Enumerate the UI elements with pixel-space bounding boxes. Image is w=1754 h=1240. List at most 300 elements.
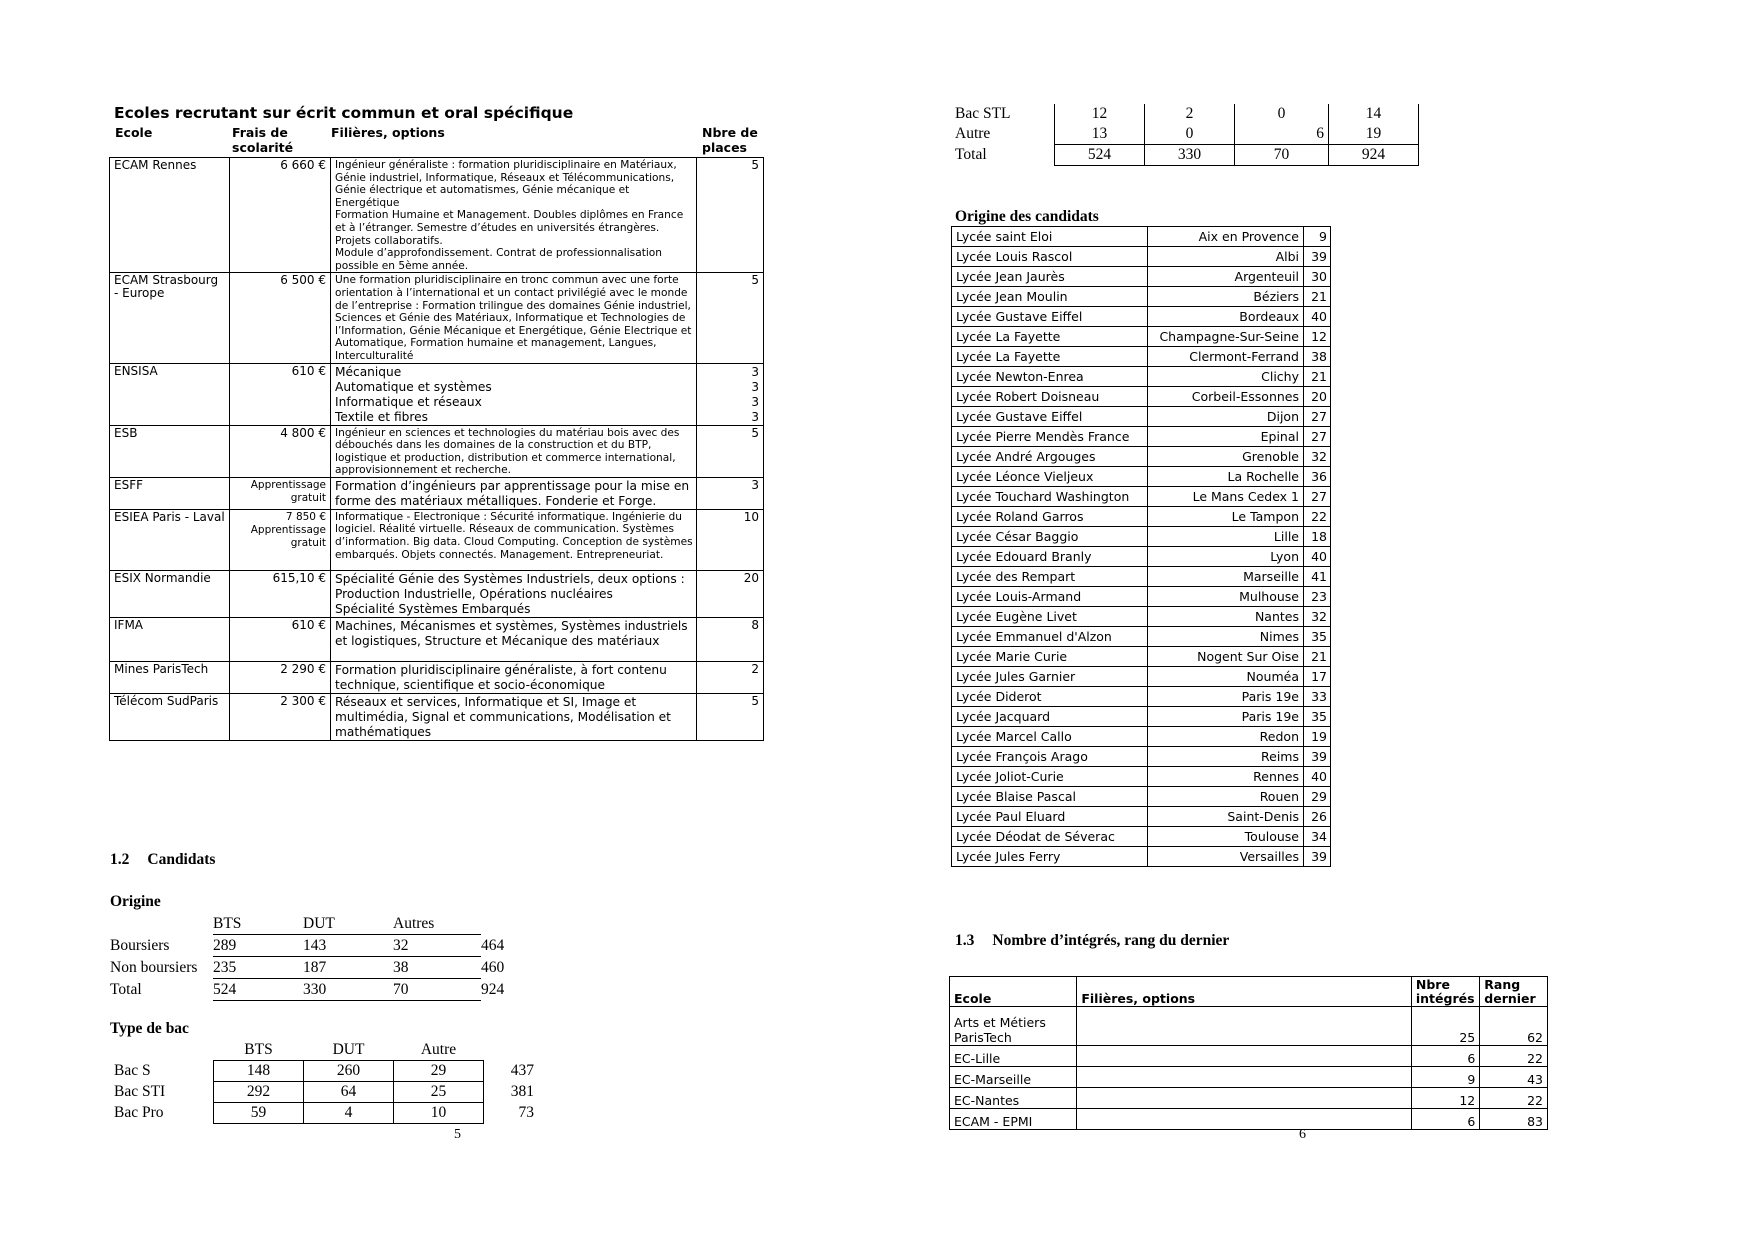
lycee-name: Lycée Marcel Callo (952, 727, 1148, 747)
lycee-count: 22 (1304, 507, 1331, 527)
origine-label: Non boursiers (110, 958, 198, 976)
lycee-count: 27 (1304, 487, 1331, 507)
lycee-row (952, 447, 1331, 467)
lycee-row (952, 287, 1331, 307)
lycee-count: 40 (1304, 767, 1331, 787)
ecole-frais: Apprentissage gratuit (230, 477, 331, 509)
filiere-line: Module d’approfondissement. Contrat de professionnalisation possible en 5ème année. (335, 247, 662, 272)
integre-rang: 22 (1480, 1088, 1548, 1109)
section-title: Candidats (147, 851, 216, 868)
places-value: 5 (751, 693, 759, 708)
lycee-row (952, 267, 1331, 287)
bac-header: Autre (420, 1041, 457, 1058)
bac-header: DUT (332, 1041, 365, 1058)
lycee-ville: Redon (1148, 727, 1304, 747)
bac-value: 19 (1329, 124, 1419, 145)
ecole-name: ESFF (110, 477, 230, 509)
integre-filieres (1077, 1007, 1412, 1046)
ecole-name: Mines ParisTech (110, 661, 230, 693)
lycee-row (952, 527, 1331, 547)
lycee-ville: Le Mans Cedex 1 (1148, 487, 1304, 507)
bac-row (114, 1061, 534, 1082)
origine-value: 330 (303, 979, 393, 1001)
lycee-name: Lycée Newton-Enrea (952, 367, 1148, 387)
places-value: 5 (751, 273, 759, 288)
ecole-name: ESIEA Paris - Laval (110, 509, 230, 570)
origine-value: 289 (213, 935, 303, 957)
origine-value: 524 (213, 979, 303, 1001)
origine-total: 460 (481, 958, 505, 976)
bac-value: 260 (304, 1061, 394, 1082)
integre-rang: 62 (1480, 1007, 1548, 1046)
section-number: 1.3 (955, 932, 975, 949)
ecole-frais: 4 800 € (230, 425, 331, 477)
lycee-row (952, 667, 1331, 687)
header-frais: Frais de scolarité (232, 125, 294, 155)
lycee-ville: Lyon (1148, 547, 1304, 567)
section-integres-heading (955, 932, 1229, 950)
places-value: 3 (751, 394, 759, 409)
bac-value: 6 (1235, 124, 1329, 145)
lycee-row (952, 587, 1331, 607)
ecole-places (697, 363, 764, 425)
filiere-line: Automatique et systèmes (335, 379, 492, 394)
lycee-name: Lycée Blaise Pascal (952, 787, 1148, 807)
bac-value: 70 (1235, 145, 1329, 166)
lycee-count: 21 (1304, 647, 1331, 667)
origine-row (110, 935, 521, 957)
section-candidats-heading (110, 851, 215, 869)
lycee-count: 12 (1304, 327, 1331, 347)
places-value: 5 (751, 158, 759, 172)
ecoles-title: Ecoles recrutant sur écrit commun et oral spécifique (114, 104, 574, 122)
ecole-places (697, 617, 764, 661)
filiere-line: Formation Humaine et Management. Doubles diplômes en France et à l’étranger. Semestre d’études en universités étrangères. Projets collaboratifs. (335, 209, 684, 247)
lycee-name: Lycée Louis-Armand (952, 587, 1148, 607)
ecole-row (110, 509, 764, 570)
integres-header-row (950, 977, 1548, 1007)
header-rang: Rang dernier (1480, 977, 1548, 1007)
lycee-name: Lycée La Fayette (952, 347, 1148, 367)
lycee-ville: Nimes (1148, 627, 1304, 647)
lycee-name: Lycée Edouard Branly (952, 547, 1148, 567)
lycee-row (952, 467, 1331, 487)
integre-row (950, 1007, 1548, 1046)
lycee-count: 18 (1304, 527, 1331, 547)
lycee-row (952, 827, 1331, 847)
lycee-ville: Reims (1148, 747, 1304, 767)
origine-header: Autres (393, 913, 481, 935)
ecole-name: ESIX Normandie (110, 570, 230, 617)
lycee-row (952, 407, 1331, 427)
lycee-row (952, 747, 1331, 767)
ecole-places (697, 570, 764, 617)
origine-label: Total (110, 980, 142, 998)
lycee-row (952, 627, 1331, 647)
integre-filieres (1077, 1109, 1412, 1130)
ecole-places (697, 273, 764, 363)
origine-candidats-table (951, 226, 1331, 867)
bac-value: 12 (1055, 104, 1145, 124)
filiere-line: Ingénieur généraliste : formation pluridisciplinaire en Matériaux, Génie industriel, Informatique, Réseaux et Télécommunications, Génie électrique et automatismes, Génie mécanique et Energétique (335, 159, 677, 209)
ecole-row (110, 273, 764, 363)
ecole-filieres (331, 158, 697, 273)
bac-value: 0 (1235, 104, 1329, 124)
ecoles-table (109, 157, 764, 741)
header-filieres: Filières, options (331, 125, 445, 140)
ecole-frais: 610 € (230, 363, 331, 425)
ecole-filieres (331, 363, 697, 425)
lycee-row (952, 547, 1331, 567)
lycee-ville: Clichy (1148, 367, 1304, 387)
lycee-ville: Clermont-Ferrand (1148, 347, 1304, 367)
bac-label: Total (955, 146, 987, 163)
ecole-frais: 2 300 € (230, 693, 331, 740)
integre-row (950, 1046, 1548, 1067)
bac-total: 381 (510, 1083, 534, 1100)
filiere-line: Informatique et réseaux (335, 394, 482, 409)
filiere-line: Formation pluridisciplinaire généraliste, à fort contenu technique, scientifique et socio-économique (335, 662, 667, 692)
lycee-ville: Nouméa (1148, 667, 1304, 687)
ecole-places (697, 509, 764, 570)
lycee-name: Lycée Louis Rascol (952, 247, 1148, 267)
lycee-ville: Toulouse (1148, 827, 1304, 847)
origine-row (110, 957, 521, 979)
origine-label: Boursiers (110, 936, 170, 954)
lycee-name: Lycée Pierre Mendès France (952, 427, 1148, 447)
lycee-ville: Paris 19e (1148, 707, 1304, 727)
ecole-row (110, 617, 764, 661)
ecole-frais: 2 290 € (230, 661, 331, 693)
lycee-name: Lycée Paul Eluard (952, 807, 1148, 827)
lycee-name: Lycée Robert Doisneau (952, 387, 1148, 407)
lycee-row (952, 847, 1331, 867)
lycee-ville: Rennes (1148, 767, 1304, 787)
empty-cell (484, 1040, 535, 1061)
bac-row (955, 104, 1419, 124)
integre-ecole: EC-Lille (950, 1046, 1077, 1067)
lycee-name: Lycée des Rempart (952, 567, 1148, 587)
origine-total: 924 (481, 980, 505, 998)
lycee-count: 39 (1304, 847, 1331, 867)
integre-nbre: 25 (1411, 1007, 1479, 1046)
lycee-ville: Corbeil-Essonnes (1148, 387, 1304, 407)
filiere-line: Informatique - Electronique : Sécurité informatique. Ingénierie du logiciel. Réalité virtuelle. Réseaux de communication. Systèmes d’information. Big data. Cloud Computing. Conception de systèmes embarqués. Objets connectés. Management. Entrepreneuriat. (335, 510, 693, 561)
ecole-name: IFMA (110, 617, 230, 661)
lycee-row (952, 567, 1331, 587)
lycee-ville: Albi (1148, 247, 1304, 267)
lycee-count: 20 (1304, 387, 1331, 407)
origine-value: 38 (393, 957, 481, 979)
type-bac-table-continued (955, 104, 1419, 166)
lycee-ville: Mulhouse (1148, 587, 1304, 607)
lycee-count: 39 (1304, 247, 1331, 267)
places-value: 8 (751, 617, 759, 632)
bac-value: 2 (1145, 104, 1235, 124)
lycee-ville: La Rochelle (1148, 467, 1304, 487)
integre-row (950, 1088, 1548, 1109)
lycee-ville: Paris 19e (1148, 687, 1304, 707)
lycee-count: 21 (1304, 367, 1331, 387)
integre-row (950, 1067, 1548, 1088)
empty-cell (110, 913, 213, 935)
lycee-name: Lycée Jean Moulin (952, 287, 1148, 307)
bac-value: 59 (214, 1103, 304, 1124)
ecole-filieres (331, 509, 697, 570)
lycee-count: 33 (1304, 687, 1331, 707)
origine-candidats-title: Origine des candidats (955, 208, 1099, 225)
lycee-ville: Versailles (1148, 847, 1304, 867)
ecole-frais: 7 850 € Apprentissage gratuit (230, 509, 331, 570)
integre-ecole: EC-Nantes (950, 1088, 1077, 1109)
page-number-left: 5 (454, 1127, 461, 1142)
filiere-line: Réseaux et services, Informatique et SI, Image et multimédia, Signal et communications, Modélisation et mathématiques (335, 694, 671, 739)
lycee-count: 21 (1304, 287, 1331, 307)
lycee-name: Lycée César Baggio (952, 527, 1148, 547)
bac-row (955, 124, 1419, 145)
ecole-name: ECAM Rennes (110, 158, 230, 273)
places-value: 2 (751, 661, 759, 676)
bac-label: Bac STL (955, 105, 1011, 122)
places-value: 10 (743, 509, 759, 524)
lycee-count: 38 (1304, 347, 1331, 367)
places-value: 3 (751, 477, 759, 492)
ecole-filieres (331, 617, 697, 661)
lycee-count: 36 (1304, 467, 1331, 487)
lycee-name: Lycée Roland Garros (952, 507, 1148, 527)
integre-rang: 43 (1480, 1067, 1548, 1088)
lycee-row (952, 367, 1331, 387)
lycee-count: 39 (1304, 747, 1331, 767)
bac-total: 437 (510, 1062, 534, 1079)
origine-table (110, 913, 521, 1001)
lycee-ville: Aix en Provence (1148, 227, 1304, 247)
lycee-row (952, 727, 1331, 747)
ecole-row (110, 570, 764, 617)
lycee-count: 32 (1304, 447, 1331, 467)
places-value: 3 (751, 379, 759, 394)
origine-value: 187 (303, 957, 393, 979)
ecole-row (110, 158, 764, 273)
places-value: 3 (751, 364, 759, 379)
type-bac-table (114, 1040, 534, 1124)
header-places: Nbre de places (702, 125, 758, 155)
integre-nbre: 6 (1411, 1046, 1479, 1067)
lycee-count: 40 (1304, 307, 1331, 327)
ecole-row (110, 363, 764, 425)
ecole-filieres (331, 661, 697, 693)
ecole-name: ENSISA (110, 363, 230, 425)
bac-label: Bac S (114, 1062, 151, 1079)
lycee-ville: Nantes (1148, 607, 1304, 627)
bac-value: 13 (1055, 124, 1145, 145)
lycee-ville: Dijon (1148, 407, 1304, 427)
integre-filieres (1077, 1088, 1412, 1109)
origine-header: DUT (303, 913, 393, 935)
lycee-count: 30 (1304, 267, 1331, 287)
empty-cell (114, 1040, 214, 1061)
ecole-frais: 615,10 € (230, 570, 331, 617)
ecole-places (697, 477, 764, 509)
lycee-count: 41 (1304, 567, 1331, 587)
lycee-count: 9 (1304, 227, 1331, 247)
bac-value: 29 (394, 1061, 484, 1082)
filiere-line: Une formation pluridisciplinaire en tronc commun avec une forte orientation à l’international et un contact privilégié avec le monde de l’entreprise : Formation trilingue des domaines Génie industriel, Sciences et Génie des Matériaux, Informatique et Technologies de l’Information, Génie Mécanique et Energétique, Génie Electrique et Automatique, Formation humaine et management, Langues, Interculturalité (335, 274, 692, 362)
ecole-frais: 6 500 € (230, 273, 331, 363)
lycee-ville: Lille (1148, 527, 1304, 547)
integre-rang: 22 (1480, 1046, 1548, 1067)
lycee-count: 23 (1304, 587, 1331, 607)
lycee-name: Lycée Diderot (952, 687, 1148, 707)
lycee-ville: Argenteuil (1148, 267, 1304, 287)
origine-total: 464 (481, 936, 505, 954)
bac-header: BTS (244, 1041, 273, 1058)
lycee-row (952, 347, 1331, 367)
lycee-name: Lycée Emmanuel d'Alzon (952, 627, 1148, 647)
lycee-name: Lycée La Fayette (952, 327, 1148, 347)
bac-row (114, 1103, 534, 1124)
bac-value: 330 (1145, 145, 1235, 166)
lycee-name: Lycée Jean Jaurès (952, 267, 1148, 287)
ecole-places (697, 425, 764, 477)
origine-header: BTS (213, 913, 303, 935)
lycee-ville: Bordeaux (1148, 307, 1304, 327)
bac-value: 0 (1145, 124, 1235, 145)
integre-filieres (1077, 1046, 1412, 1067)
ecole-places (697, 158, 764, 273)
ecole-places (697, 661, 764, 693)
lycee-ville: Saint-Denis (1148, 807, 1304, 827)
lycee-name: Lycée Touchard Washington (952, 487, 1148, 507)
integre-nbre: 9 (1411, 1067, 1479, 1088)
lycee-row (952, 647, 1331, 667)
lycee-name: Lycée Jules Ferry (952, 847, 1148, 867)
ecole-filieres (331, 273, 697, 363)
lycee-name: Lycée Joliot-Curie (952, 767, 1148, 787)
lycee-row (952, 247, 1331, 267)
ecole-row (110, 477, 764, 509)
bac-label: Bac Pro (114, 1104, 164, 1121)
bac-row (114, 1082, 534, 1103)
bac-value: 14 (1329, 104, 1419, 124)
bac-label: Bac STI (114, 1083, 166, 1100)
lycee-ville: Marseille (1148, 567, 1304, 587)
bac-header-row (114, 1040, 534, 1061)
lycee-count: 27 (1304, 427, 1331, 447)
origine-title: Origine (110, 893, 161, 910)
page-number-right: 6 (1299, 1127, 1306, 1142)
lycee-count: 35 (1304, 627, 1331, 647)
integre-rang: 83 (1480, 1109, 1548, 1130)
lycee-name: Lycée Jacquard (952, 707, 1148, 727)
lycee-row (952, 707, 1331, 727)
lycee-row (952, 327, 1331, 347)
ecole-name: ESB (110, 425, 230, 477)
lycee-count: 32 (1304, 607, 1331, 627)
integre-filieres (1077, 1067, 1412, 1088)
ecole-filieres (331, 477, 697, 509)
bac-label: Autre (955, 125, 991, 143)
lycee-count: 35 (1304, 707, 1331, 727)
lycee-row (952, 487, 1331, 507)
filiere-line: Mécanique (335, 364, 402, 379)
bac-value: 25 (394, 1082, 484, 1103)
filiere-line: Ingénieur en sciences et technologies du matériau bois avec des débouchés dans les domaines de la construction et du BTP, logistique et production, distribution et commerce international, approvisionnement et recherche. (335, 426, 680, 477)
lycee-name: Lycée Déodat de Séverac (952, 827, 1148, 847)
lycee-ville: Rouen (1148, 787, 1304, 807)
places-value: 3 (751, 409, 759, 424)
lycee-name: Lycée André Argouges (952, 447, 1148, 467)
lycee-ville: Nogent Sur Oise (1148, 647, 1304, 667)
lycee-ville: Champagne-Sur-Seine (1148, 327, 1304, 347)
origine-value: 32 (393, 935, 481, 957)
lycee-count: 29 (1304, 787, 1331, 807)
lycee-row (952, 507, 1331, 527)
integre-nbre: 6 (1411, 1109, 1479, 1130)
bac-value: 292 (214, 1082, 304, 1103)
lycee-name: Lycée Eugène Livet (952, 607, 1148, 627)
origine-value: 235 (213, 957, 303, 979)
ecole-frais: 6 660 € (230, 158, 331, 273)
lycee-row (952, 607, 1331, 627)
filiere-line: Spécialité Systèmes Embarqués (335, 601, 531, 616)
lycee-row (952, 807, 1331, 827)
bac-value: 10 (394, 1103, 484, 1124)
integre-ecole: EC-Marseille (950, 1067, 1077, 1088)
empty-cell (481, 913, 521, 935)
ecole-filieres (331, 570, 697, 617)
bac-value: 148 (214, 1061, 304, 1082)
ecole-row (110, 425, 764, 477)
header-ecole: Ecole (115, 125, 153, 140)
bac-value: 4 (304, 1103, 394, 1124)
integre-nbre: 12 (1411, 1088, 1479, 1109)
lycee-row (952, 427, 1331, 447)
origine-header-row (110, 913, 521, 935)
lycee-count: 19 (1304, 727, 1331, 747)
bac-value: 924 (1329, 145, 1419, 166)
bac-total: 73 (518, 1104, 534, 1121)
integre-ecole: Arts et Métiers ParisTech (950, 1007, 1077, 1046)
ecole-name: Télécom SudParis (110, 693, 230, 740)
header-filieres: Filières, options (1077, 977, 1412, 1007)
type-bac-title: Type de bac (110, 1020, 189, 1037)
lycee-count: 27 (1304, 407, 1331, 427)
ecole-name: ECAM Strasbourg - Europe (110, 273, 230, 363)
bac-value: 64 (304, 1082, 394, 1103)
filiere-line: Textile et fibres (335, 409, 428, 424)
lycee-ville: Béziers (1148, 287, 1304, 307)
origine-row (110, 979, 521, 1001)
lycee-name: Lycée Jules Garnier (952, 667, 1148, 687)
filiere-line: Machines, Mécanismes et systèmes, Systèmes industriels et logistiques, Structure et Mécanique des matériaux (335, 618, 688, 648)
ecole-filieres (331, 425, 697, 477)
origine-value: 70 (393, 979, 481, 1001)
bac-row (955, 145, 1419, 166)
section-title: Nombre d’intégrés, rang du dernier (992, 932, 1230, 949)
ecole-frais: 610 € (230, 617, 331, 661)
filiere-line: Spécialité Génie des Systèmes Industriels, deux options : Production Industrielle, Opérations nucléaires (335, 571, 685, 601)
lycee-count: 40 (1304, 547, 1331, 567)
lycee-ville: Le Tampon (1148, 507, 1304, 527)
lycee-name: Lycée saint Eloi (952, 227, 1148, 247)
places-value: 20 (743, 570, 759, 585)
lycee-name: Lycée Marie Curie (952, 647, 1148, 667)
integre-row (950, 1109, 1548, 1130)
bac-value: 524 (1055, 145, 1145, 166)
section-number: 1.2 (110, 851, 130, 868)
lycee-row (952, 687, 1331, 707)
